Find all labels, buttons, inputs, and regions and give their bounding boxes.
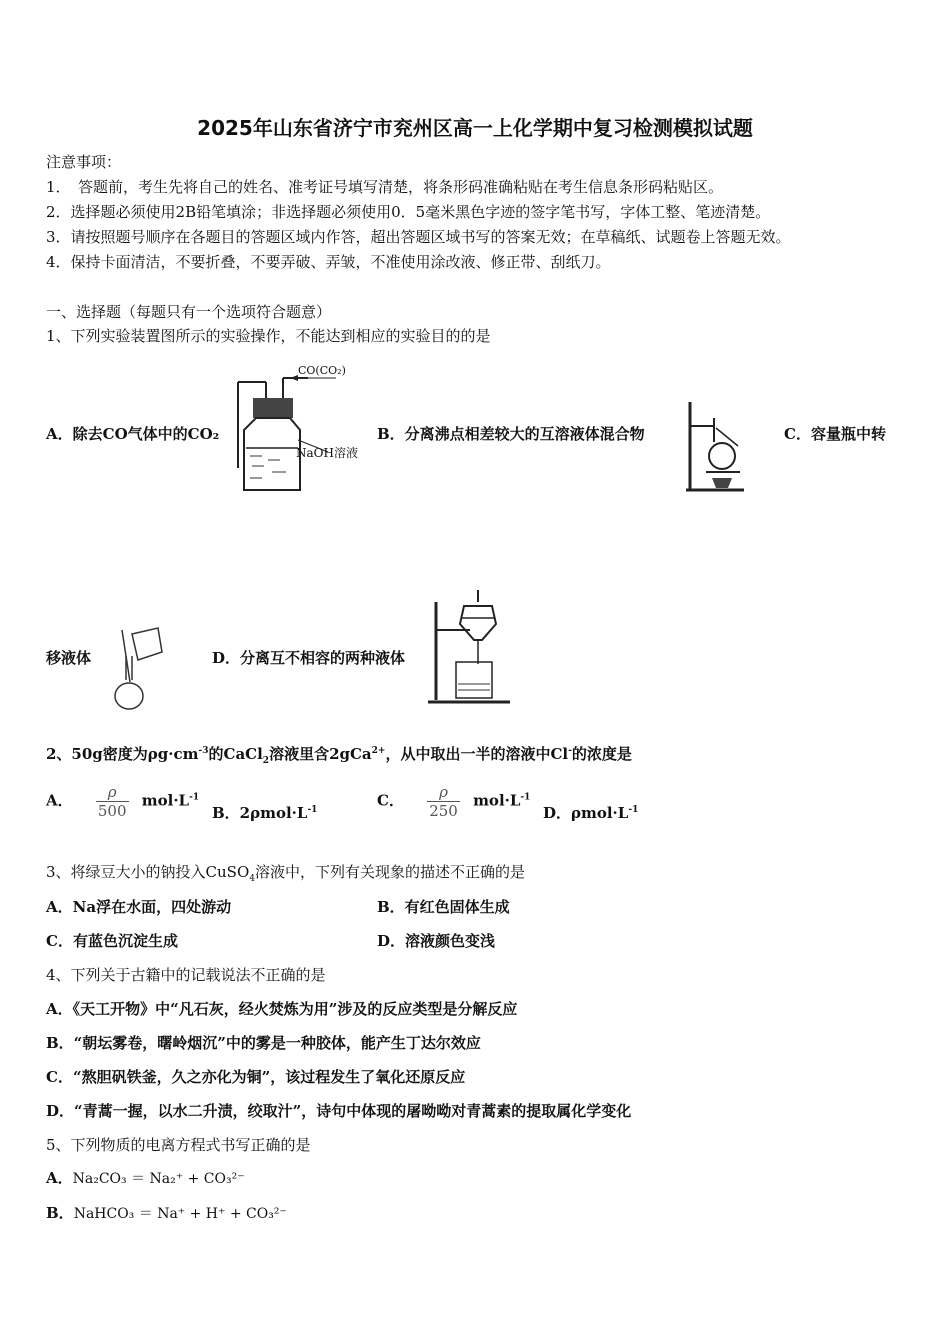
separatory-funnel-figure [426,588,522,710]
q4-option-d: D．“青蒿一握，以水二升渍，绞取汁”，诗句中体现的屠呦呦对青蒿素的提取属化学变化 [46,1102,632,1120]
q3-option-c: C．有蓝色沉淀生成 [46,932,178,950]
q1-option-a: A．除去CO气体中的CO₂ [46,425,220,443]
q1-stem: 1、下列实验装置图所示的实验操作，不能达到相应的实验目的的是 [46,327,491,345]
q5-stem: 5、下列物质的电离方程式书写正确的是 [46,1136,311,1154]
notice-heading: 注意事项： [46,153,122,171]
q2-option-b: B．$2\rho mol\cdot L^{-1}$ [212,804,318,822]
q4-stem: 4、下列关于古籍中的记载说法不正确的是 [46,966,326,984]
gas-washing-bottle-figure [228,360,368,495]
q5-option-b: B．NaHCO₃ ＝ Na⁺ + H⁺ + CO₃²⁻ [46,1204,287,1222]
q1-option-c-cont: 移液体 [46,649,92,667]
q2-option-c: C． $\frac{\rho}{250}$ $mol\cdot L^{-1}$ [377,783,531,820]
q3-option-a: A．Na浮在水面，四处游动 [46,898,232,916]
q5-option-a: A．Na₂CO₃ ＝ Na₂⁺ + CO₃²⁻ [46,1169,245,1187]
q1-option-b: B．分离沸点相差较大的互溶液体混合物 [377,425,645,443]
q2-option-a: A． $\frac{\rho}{500}$ $mol\cdot L^{-1}$ [46,783,200,820]
q3-stem: 3、将绿豆大小的钠投入CuSO$_4$溶液中，下列有关现象的描述不正确的是 [46,863,526,884]
q4-option-a: A．《天工开物》中“凡石灰，经火焚炼为用”涉及的反应类型是分解反应 [46,1000,518,1018]
q1-option-c: C．容量瓶中转 [784,425,886,443]
q2-option-d: D．$\rho mol\cdot L^{-1}$ [543,804,639,822]
volumetric-flask-figure [108,626,170,714]
distillation-figure [684,398,754,493]
notice-item: 2．选择题必须使用2B铅笔填涂；非选择题必须使用0．5毫米黑色字迹的签字笔书写，字体工整、笔迹清楚。 [46,203,771,221]
q1-option-d: D．分离互不相容的两种液体 [212,649,406,667]
notice-item: 3．请按照题号顺序在各题目的答题区域内作答，超出答题区域书写的答案无效；在草稿纸、试题卷上答题无效。 [46,228,791,246]
q3-option-b: B．有红色固体生成 [377,898,510,916]
section-heading: 一、选择题（每题只有一个选项符合题意） [46,303,332,321]
q2-stem: 2、50g密度为$\rho g\cdot cm^{-3}$的CaCl$_2$溶液里含2gCa$^{2+}$，从中取出一半的溶液中Cl-的浓度是 [46,745,632,766]
notice-item: 4．保持卡面清洁，不要折叠，不要弄破、弄皱，不准使用涂改液、修正带、刮纸刀。 [46,253,611,271]
q4-option-b: B．“朝坛雾卷，曙岭烟沉”中的雾是一种胶体，能产生丁达尔效应 [46,1034,481,1052]
notice-item: 1． 答题前，考生先将自己的姓名、准考证号填写清楚，将条形码准确粘贴在考生信息条形码粘贴区。 [46,178,724,196]
page-title: 2025年山东省济宁市兖州区高一上化学期中复习检测模拟试题 [197,116,753,140]
q4-option-c: C．“熬胆矾铁釜，久之亦化为铜”，该过程发生了氧化还原反应 [46,1068,466,1086]
gas-label: CO(CO₂) [298,364,346,377]
liquid-label: NaOH溶液 [296,446,358,460]
q3-option-d: D．溶液颜色变浅 [377,932,496,950]
